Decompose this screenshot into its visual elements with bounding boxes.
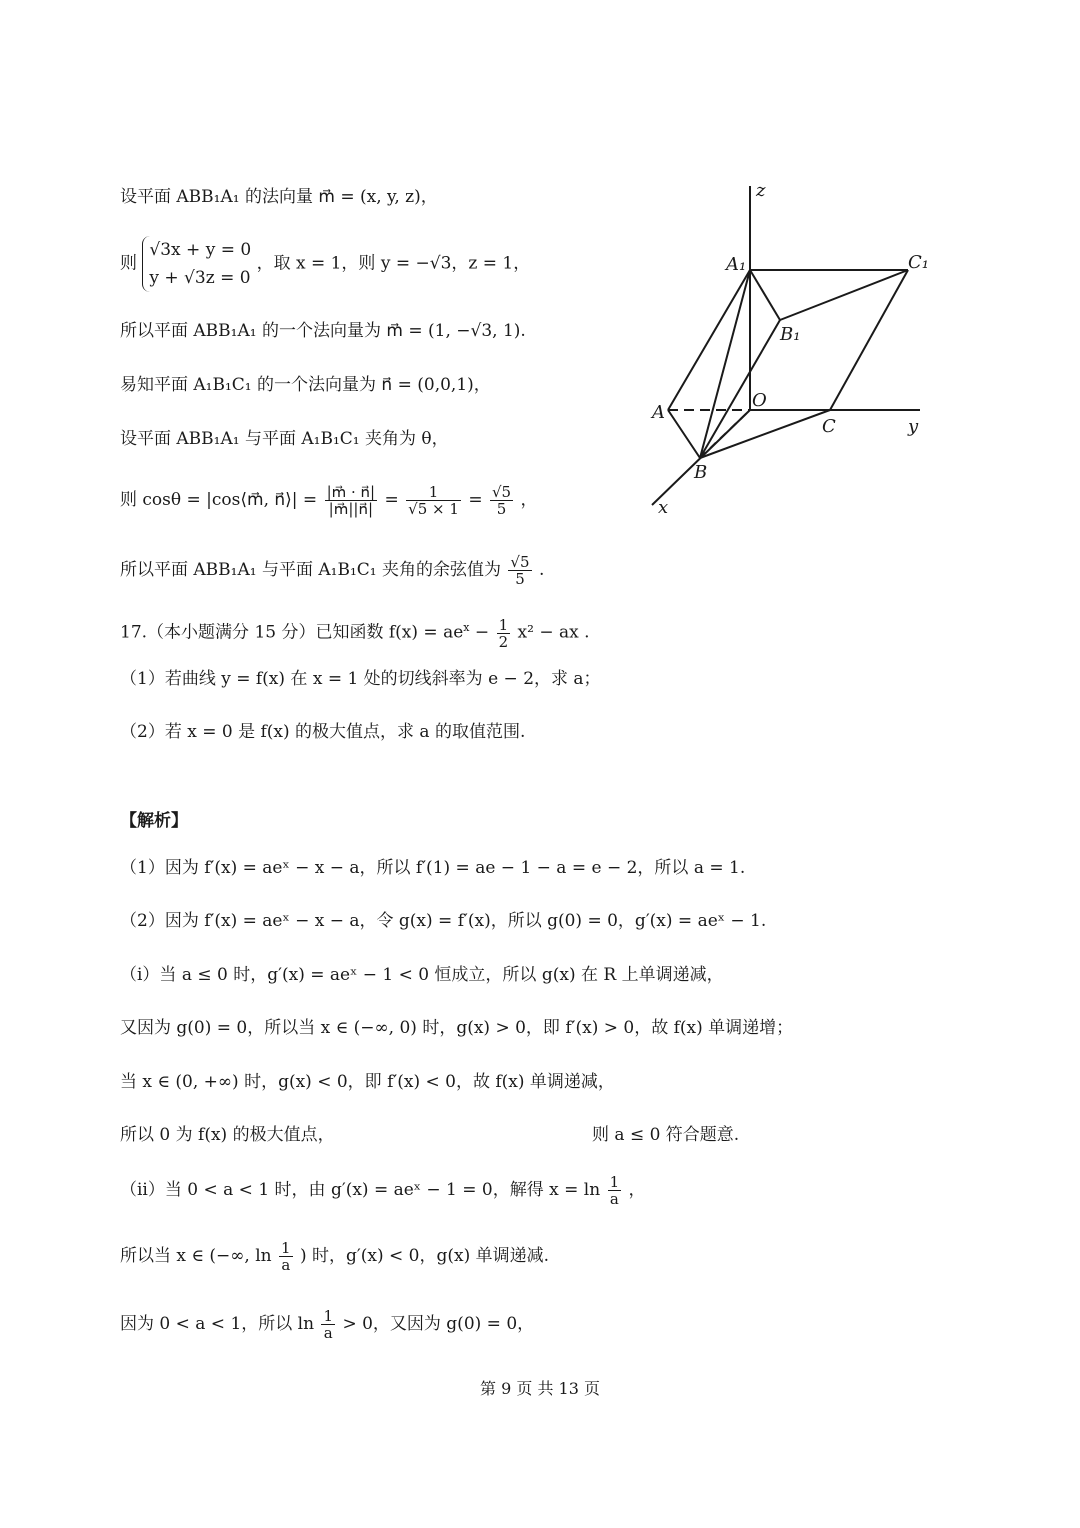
fraction-root5-over-5 bbox=[508, 554, 531, 587]
decreasing-text: ) 时，g′(x) < 0，g(x) 单调递减. bbox=[299, 1246, 550, 1266]
exponent: x bbox=[463, 621, 470, 634]
case-ii-cont-1 bbox=[120, 1236, 549, 1276]
solution-2-text: （2）因为 f′(x) = aeˣ − x − a，令 g(x) = f′(x)，所以 g(0) = 0，g′(x) = aeˣ − 1. bbox=[120, 911, 767, 931]
text-line-4 bbox=[120, 374, 491, 396]
text-line-1 bbox=[120, 186, 438, 208]
case-i-conclusion bbox=[120, 1124, 335, 1146]
because-text: 因为 0 < a < 1，所以 ln bbox=[120, 1314, 315, 1334]
edge-C1C bbox=[830, 270, 908, 410]
frac-den: a bbox=[609, 1190, 619, 1208]
solution-2 bbox=[120, 910, 766, 932]
edge-B1B bbox=[700, 320, 780, 458]
label-y: y bbox=[908, 416, 919, 437]
text-line-3 bbox=[120, 320, 526, 342]
comma: ， bbox=[628, 1180, 646, 1200]
frac-num: 1 bbox=[406, 484, 461, 501]
solution-1-text: （1）因为 f′(x) = aeˣ − x − a，所以 f′(1) = ae − 1 − a = e − 2，所以 a = 1. bbox=[120, 858, 746, 878]
cos-formula: 则 cosθ = |cos⟨m⃗, n⃗⟩| = bbox=[120, 490, 318, 510]
label-x: x bbox=[658, 497, 669, 518]
equation-1: √3x + y = 0 bbox=[149, 240, 252, 260]
frac-den: a bbox=[323, 1324, 333, 1342]
frac-den: 5 bbox=[515, 570, 525, 588]
case-ii-cont-2 bbox=[120, 1304, 534, 1344]
equals: = bbox=[468, 490, 483, 510]
edge-AB bbox=[668, 410, 700, 458]
normal-vector-m: 所以平面 ABB₁A₁ 的一个法向量为 m⃗ = (1, −√3, 1). bbox=[120, 321, 526, 341]
frac-num: 1 bbox=[498, 615, 509, 634]
edge-A1B1 bbox=[750, 270, 780, 320]
then-label: 则 bbox=[120, 253, 137, 274]
normal-vector-n: 易知平面 A₁B₁C₁ 的一个法向量为 n⃗ = (0,0,1)， bbox=[120, 375, 491, 395]
label-C1: C₁ bbox=[908, 252, 929, 273]
equation-2: y + √3z = 0 bbox=[149, 268, 251, 288]
problem-statement: 17.（本小题满分 15 分）已知函数 f(x) = ae bbox=[120, 622, 464, 643]
page-footer: 第 9 页 共 13 页 bbox=[480, 1379, 600, 1398]
edge-A1A bbox=[668, 270, 750, 410]
case-i-conclusion-right bbox=[592, 1124, 739, 1146]
equals: = bbox=[384, 490, 399, 510]
minus: − bbox=[469, 622, 490, 643]
solution-values: ，取 x = 1，则 y = −√3，z = 1， bbox=[256, 253, 531, 274]
frac-num: |m⃗ · n⃗| bbox=[326, 483, 376, 501]
solution-1 bbox=[120, 857, 745, 879]
label-O: O bbox=[752, 390, 767, 411]
text-line-5 bbox=[120, 428, 449, 450]
fraction-one-half bbox=[497, 617, 511, 650]
frac-den: √5 × 1 bbox=[408, 500, 459, 518]
prism-diagram bbox=[640, 178, 940, 518]
case-i bbox=[120, 964, 724, 986]
case-ii bbox=[120, 1170, 646, 1210]
text-line-6 bbox=[120, 480, 538, 520]
frac-num: 1 bbox=[609, 1173, 620, 1191]
analysis-heading-text: 【解析】 bbox=[120, 811, 188, 831]
fraction-1-over-a bbox=[279, 1240, 293, 1273]
problem-17-title bbox=[120, 610, 590, 651]
fraction-1-over-a bbox=[608, 1174, 622, 1207]
normal-vector-setup: 设平面 ABB₁A₁ 的法向量 m⃗ = (x, y, z)， bbox=[120, 187, 438, 207]
case-i-cont-2 bbox=[120, 1071, 615, 1093]
question-1 bbox=[120, 668, 601, 690]
frac-num: √5 bbox=[491, 483, 512, 501]
frac-den: 5 bbox=[496, 500, 507, 518]
cosine-conclusion: 所以平面 ABB₁A₁ 与平面 A₁B₁C₁ 夹角的余弦值为 bbox=[120, 560, 502, 580]
frac-num: √5 bbox=[510, 553, 530, 571]
label-z: z bbox=[756, 180, 766, 201]
frac-den: a bbox=[281, 1256, 291, 1274]
frac-den: 2 bbox=[498, 632, 509, 651]
question-2 bbox=[120, 721, 525, 743]
comma: ， bbox=[520, 490, 538, 510]
text-line-7 bbox=[120, 552, 544, 588]
g0-text: > 0，又因为 g(0) = 0， bbox=[342, 1314, 535, 1334]
text-line-2 bbox=[120, 236, 530, 292]
edge-BC bbox=[700, 410, 830, 458]
label-A1: A₁ bbox=[726, 254, 747, 275]
a-le-zero-text: 则 a ≤ 0 符合题意. bbox=[592, 1125, 740, 1145]
label-B1: B₁ bbox=[780, 324, 801, 345]
fraction-one-over-root5 bbox=[406, 484, 461, 517]
fraction-root5-over-5 bbox=[490, 484, 513, 517]
analysis-heading bbox=[120, 810, 188, 832]
case-i-cont-1 bbox=[120, 1017, 793, 1039]
problem-statement-end: x² − ax . bbox=[517, 622, 590, 643]
label-A: A bbox=[652, 402, 665, 423]
interval-text: 所以当 x ∈ (−∞, ln bbox=[120, 1246, 272, 1266]
case-i-cont-2-text: 当 x ∈ (0, +∞) 时，g(x) < 0，即 f′(x) < 0，故 f(x) 单调递减， bbox=[120, 1072, 615, 1092]
question-2-text: （2）若 x = 0 是 f(x) 的极大值点，求 a 的取值范围. bbox=[120, 722, 526, 742]
question-1-text: （1）若曲线 y = f(x) 在 x = 1 处的切线斜率为 e − 2，求 a； bbox=[120, 669, 601, 689]
label-C: C bbox=[822, 416, 836, 437]
edge-B1C1 bbox=[780, 270, 908, 320]
fraction-dot-over-norms bbox=[325, 484, 378, 517]
equation-system bbox=[142, 236, 251, 292]
max-point-text: 所以 0 为 f(x) 的极大值点， bbox=[120, 1125, 335, 1145]
edge-A1B bbox=[700, 270, 750, 458]
case-ii-text: （ii）当 0 < a < 1 时，由 g′(x) = aeˣ − 1 = 0，解得 x = ln bbox=[120, 1180, 601, 1200]
frac-num: 1 bbox=[281, 1239, 291, 1257]
frac-den: |m⃗||n⃗| bbox=[328, 500, 374, 518]
fraction-1-over-a bbox=[321, 1308, 335, 1341]
angle-theta: 设平面 ABB₁A₁ 与平面 A₁B₁C₁ 夹角为 θ， bbox=[120, 429, 449, 449]
case-i-cont-1-text: 又因为 g(0) = 0，所以当 x ∈ (−∞, 0) 时，g(x) > 0，即 f′(x) > 0，故 f(x) 单调递增； bbox=[120, 1018, 794, 1038]
label-B: B bbox=[694, 462, 708, 483]
frac-num: 1 bbox=[323, 1307, 334, 1325]
period: . bbox=[538, 560, 545, 580]
case-i-text: （i）当 a ≤ 0 时，g′(x) = aeˣ − 1 < 0 恒成立，所以 g(x) 在 R 上单调递减， bbox=[120, 965, 724, 985]
